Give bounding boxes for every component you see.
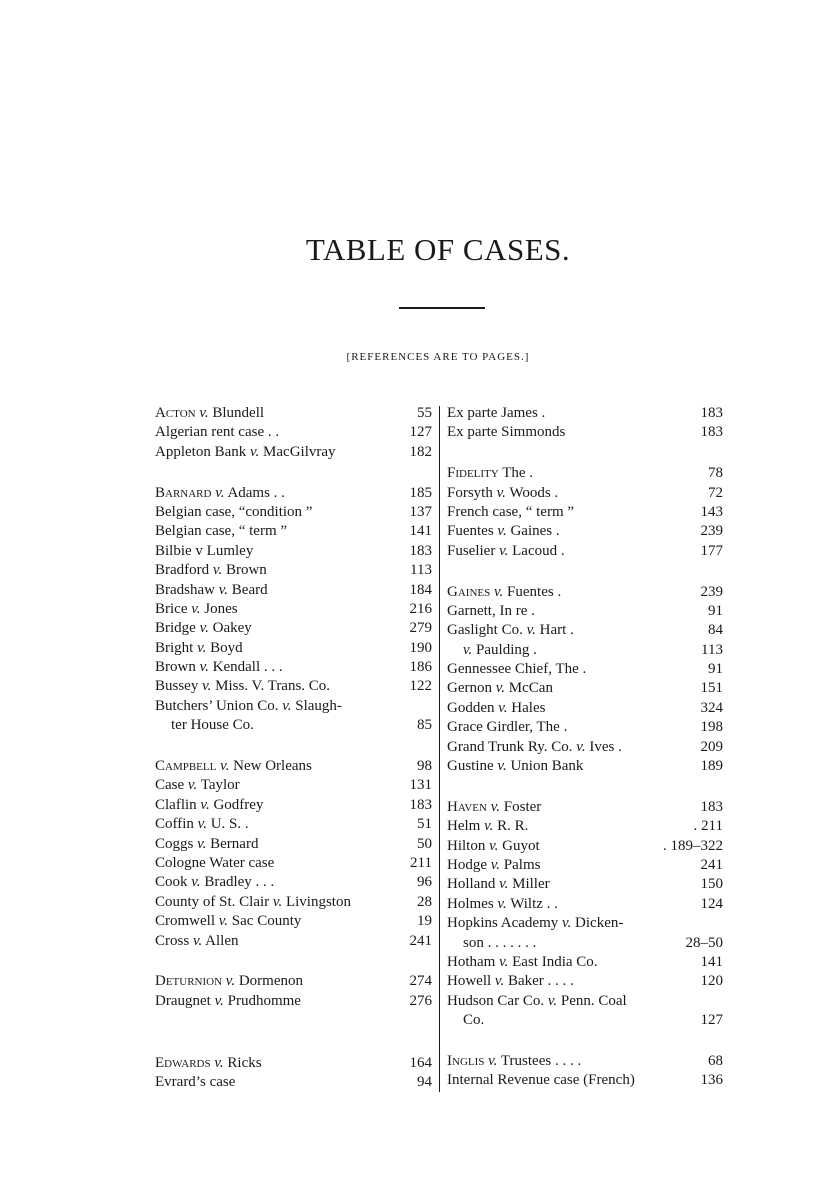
page-number: 131 [409, 777, 432, 794]
page-number: 19 [417, 913, 432, 930]
page-number: 91 [708, 661, 723, 678]
case-entry [447, 660, 723, 679]
page-number: 183 [409, 542, 432, 559]
case-name: Grand Trunk Ry. Co. v. Ives . [447, 738, 622, 755]
case-name: Cologne Water case [155, 854, 275, 871]
case-entry [155, 542, 432, 561]
case-entry [447, 1011, 723, 1030]
case-entry [155, 677, 432, 696]
case-entry [447, 464, 723, 483]
section-gap [155, 462, 432, 483]
case-name: Bussey v. Miss. V. Trans. Co. [155, 678, 331, 695]
page-number: 184 [409, 581, 432, 598]
section-gap [155, 951, 432, 972]
case-entry [155, 443, 432, 462]
case-head-word: Fidelity [447, 465, 499, 482]
page-number: 55 [417, 405, 432, 421]
page-number: 120 [700, 973, 723, 990]
case-name: Bradford v. Brown [155, 562, 267, 579]
case-name-rest: v. Dormenon [225, 973, 303, 990]
case-name: Brown v. Kendall . . . [155, 659, 283, 676]
case-entry [447, 621, 723, 640]
case-name: Gernon v. McCan [447, 680, 553, 697]
case-entry [155, 423, 432, 442]
case-name: Case v. Taylor [155, 777, 240, 794]
case-entry [155, 972, 432, 991]
case-name [155, 484, 285, 503]
page-number: 78 [708, 465, 723, 482]
case-name: Coffin v. U. S. . [155, 816, 249, 833]
case-entry [447, 1052, 723, 1071]
page-number: 241 [700, 856, 723, 873]
case-name [447, 464, 533, 483]
case-head-word: Edwards [155, 1054, 211, 1071]
page-number: 94 [417, 1074, 432, 1091]
case-name: ter House Co. [171, 717, 254, 734]
references-note: [REFERENCES ARE TO PAGES.] [346, 351, 530, 363]
page-number: 198 [700, 719, 723, 736]
case-name [447, 1052, 581, 1071]
page-number: 182 [409, 443, 432, 460]
case-entry [155, 503, 432, 522]
case-entry [155, 581, 432, 600]
case-head-word: Gaines [447, 583, 491, 600]
case-head-word: Inglis [447, 1052, 485, 1069]
case-name: Garnett, In re . [447, 602, 535, 619]
case-entry [447, 583, 723, 602]
case-entry [155, 776, 432, 795]
case-name: Holmes v. Wiltz . . [447, 895, 558, 912]
case-entry [155, 854, 432, 873]
case-entry [447, 972, 723, 991]
page-number: 98 [417, 758, 432, 775]
section-gap [447, 1031, 723, 1052]
section-gap [447, 776, 723, 797]
case-name: Bright v. Boyd [155, 639, 243, 656]
case-name-rest: v. Blundell [199, 405, 265, 421]
page-number: 241 [409, 932, 432, 949]
page-number: 127 [409, 424, 432, 441]
case-entry [447, 1071, 723, 1090]
case-name [447, 798, 541, 817]
page-number: 137 [409, 503, 432, 520]
page-number: 72 [708, 484, 723, 501]
case-name: Bradshaw v. Beard [155, 581, 268, 598]
page-number: 141 [409, 523, 432, 540]
page-number: 136 [700, 1072, 723, 1089]
case-name [447, 583, 561, 602]
case-name: Brice v. Jones [155, 600, 238, 617]
case-name: Appleton Bank v. MacGilvray [155, 443, 336, 460]
page-number: 189 [700, 758, 723, 775]
case-entry [155, 932, 432, 951]
page-number: 127 [700, 1012, 723, 1029]
case-name-rest: The . [498, 465, 534, 482]
case-entry [155, 619, 432, 638]
page-number: 239 [700, 523, 723, 540]
case-entry [447, 738, 723, 757]
case-name: Hilton v. Guyot [447, 837, 540, 854]
page-number: 276 [409, 992, 432, 1009]
case-entry [155, 757, 432, 776]
case-name: Algerian rent case . . [155, 424, 280, 441]
case-entry [155, 835, 432, 854]
page-number: 164 [409, 1054, 432, 1071]
case-name: Helm v. R. R. [447, 818, 529, 835]
case-entry [447, 602, 723, 621]
case-name-rest: v. Foster [490, 798, 542, 815]
case-name: Draugnet v. Prudhomme [155, 992, 301, 1009]
case-entry [447, 837, 723, 856]
case-name: Evrard’s case [155, 1074, 236, 1091]
case-entry [447, 914, 723, 933]
page-number: 183 [700, 424, 723, 441]
page-number: 183 [700, 798, 723, 815]
page-number: 68 [708, 1052, 723, 1069]
case-name: Godden v. Hales [447, 699, 546, 716]
case-entry [447, 484, 723, 503]
case-entry [155, 639, 432, 658]
page-number: 113 [701, 641, 723, 658]
case-entry [155, 1054, 432, 1073]
page-number: 124 [700, 895, 723, 912]
page-number: 211 [410, 854, 432, 871]
case-name: Ex parte James . [447, 405, 546, 421]
case-name: Ex parte Simmonds [447, 424, 566, 441]
case-name: Gennessee Chief, The . [447, 661, 587, 678]
page-number: 185 [409, 484, 432, 501]
case-name: Holland v. Miller [447, 876, 550, 893]
case-entry [155, 893, 432, 912]
case-name: Cook v. Bradley . . . [155, 874, 275, 891]
case-entry [155, 992, 432, 1011]
case-entry [155, 697, 432, 716]
page-number: . 189–322 [663, 837, 723, 854]
case-name: Howell v. Baker . . . . [447, 973, 574, 990]
page-number: 143 [700, 503, 723, 520]
page-number: 85 [417, 717, 432, 734]
case-entry [447, 934, 723, 953]
case-name: Bridge v. Oakey [155, 620, 252, 637]
case-entry [447, 641, 723, 660]
page-number: 190 [409, 639, 432, 656]
case-entry [155, 600, 432, 619]
case-entry [447, 423, 723, 442]
page-number: 183 [409, 796, 432, 813]
page-number: 324 [700, 699, 723, 716]
case-name: French case, “ term ” [447, 503, 575, 520]
case-name: Grace Girdler, The . [447, 719, 568, 736]
case-name: Fuselier v. Lacoud . [447, 542, 565, 559]
left-column [155, 404, 432, 1093]
case-name: Internal Revenue case (French) [447, 1072, 635, 1089]
case-entry [447, 718, 723, 737]
page-number: 96 [417, 874, 432, 891]
case-entry [447, 856, 723, 875]
page-number: 279 [409, 620, 432, 637]
page-number: 209 [700, 738, 723, 755]
case-name: Cromwell v. Sac County [155, 913, 302, 930]
page-number: 183 [700, 405, 723, 421]
case-name [155, 1054, 262, 1073]
section-gap [155, 1033, 432, 1054]
case-name-rest: v. Fuentes . [493, 583, 562, 600]
page-number: 216 [409, 600, 432, 617]
case-name: Hodge v. Palms [447, 856, 541, 873]
case-entry [447, 817, 723, 836]
case-entry [155, 716, 432, 735]
page-number: 274 [409, 973, 432, 990]
case-entry [447, 757, 723, 776]
page-title: TABLE OF CASES. [305, 232, 571, 267]
case-entry [447, 953, 723, 972]
page-number: 186 [409, 659, 432, 676]
page-number: 28 [417, 893, 432, 910]
case-head-word: Campbell [155, 758, 217, 775]
case-name-rest: v. Adams . . [215, 484, 285, 501]
case-entry [155, 404, 432, 423]
title-rule [399, 307, 485, 309]
case-entry [447, 404, 723, 423]
case-name: County of St. Clair v. Livingston [155, 893, 351, 910]
case-entry [447, 699, 723, 718]
page-number: . 211 [693, 818, 723, 835]
case-entry [447, 503, 723, 522]
page-number: 239 [700, 583, 723, 600]
page-number: 141 [700, 953, 723, 970]
case-name: Hudson Car Co. v. Penn. Coal [447, 992, 627, 1009]
page-number: 51 [417, 816, 432, 833]
case-entry [155, 1073, 432, 1092]
case-entry [155, 561, 432, 580]
case-entry [155, 815, 432, 834]
case-head-word: Haven [447, 798, 487, 815]
case-name: Hopkins Academy v. Dicken- [447, 915, 624, 932]
case-name: Gaslight Co. v. Hart . [447, 622, 574, 639]
section-gap [155, 1011, 432, 1032]
case-entry [447, 522, 723, 541]
case-head-word: Barnard [155, 484, 212, 501]
case-head-word: Acton [155, 405, 196, 421]
case-name-rest: v. Trustees . . . . [488, 1052, 582, 1069]
case-entry [447, 875, 723, 894]
case-entry [447, 679, 723, 698]
case-entry [155, 912, 432, 931]
case-name: Fuentes v. Gaines . [447, 523, 560, 540]
page-number: 91 [708, 602, 723, 619]
case-name: v. Paulding . [463, 641, 537, 658]
case-entry [155, 522, 432, 541]
case-entry [447, 895, 723, 914]
page-number: 28–50 [685, 934, 723, 951]
case-entry [155, 484, 432, 503]
right-column [447, 404, 723, 1091]
case-name: Belgian case, “condition ” [155, 503, 313, 520]
case-name [155, 404, 264, 423]
section-gap [155, 736, 432, 757]
case-name: Cross v. Allen [155, 932, 239, 949]
case-name: Coggs v. Bernard [155, 835, 259, 852]
case-name: Bilbie v Lumley [155, 542, 254, 559]
page-number: 177 [700, 542, 723, 559]
case-name [155, 972, 303, 991]
case-entry [447, 992, 723, 1011]
case-name [155, 757, 312, 776]
case-name-rest: v. Ricks [214, 1054, 262, 1071]
section-gap [447, 561, 723, 582]
page-number: 84 [708, 622, 723, 639]
case-name: Forsyth v. Woods . [447, 484, 559, 501]
case-name: Claflin v. Godfrey [155, 796, 264, 813]
page-number: 122 [409, 678, 432, 695]
case-name: son . . . . . . . [463, 934, 537, 951]
case-entry [155, 796, 432, 815]
case-entry [447, 542, 723, 561]
case-entry [155, 873, 432, 892]
case-head-word: Deturnion [155, 973, 223, 990]
case-entry [155, 658, 432, 677]
page-number: 151 [700, 680, 723, 697]
page-number: 150 [700, 876, 723, 893]
page-number: 113 [410, 562, 432, 579]
case-name: Belgian case, “ term ” [155, 523, 288, 540]
case-name: Co. [463, 1012, 485, 1029]
case-name-rest: v. New Orleans [220, 758, 312, 775]
case-name: Butchers’ Union Co. v. Slaugh- [155, 697, 342, 714]
case-name: Hotham v. East India Co. [447, 953, 598, 970]
case-name: Gustine v. Union Bank [447, 758, 584, 775]
column-divider [439, 406, 440, 1092]
page-number: 50 [417, 835, 432, 852]
section-gap [447, 443, 723, 464]
case-entry [447, 798, 723, 817]
